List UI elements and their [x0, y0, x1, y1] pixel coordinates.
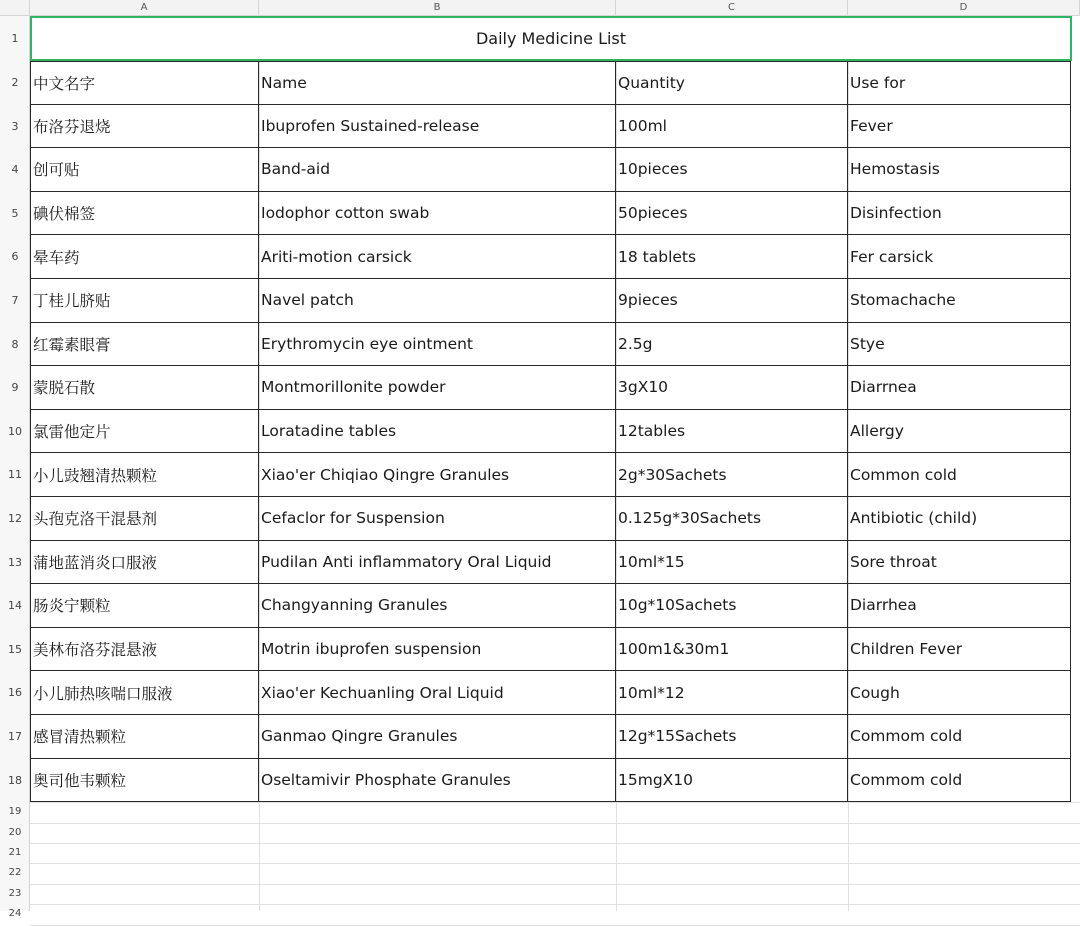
row-header-7[interactable]: 7	[11, 294, 19, 307]
row-header-bar	[0, 16, 30, 920]
cell-a9[interactable]: 蒙脱石散	[30, 366, 259, 409]
cell-a17[interactable]: 感冒清热颗粒	[30, 715, 259, 758]
cell-a18[interactable]: 奥司他韦颗粒	[30, 759, 259, 802]
cell-a4[interactable]: 创可贴	[30, 148, 259, 191]
cell-b12[interactable]: Cefaclor for Suspension	[259, 497, 616, 540]
row-header-16[interactable]: 16	[8, 686, 22, 700]
cell-c17[interactable]: 12g*15Sachets	[616, 715, 848, 758]
cell-b10[interactable]: Loratadine tables	[259, 410, 616, 453]
column-header-d[interactable]: D	[848, 0, 1080, 16]
row-header-24[interactable]: 24	[8, 908, 22, 920]
cell-a12[interactable]: 头孢克洛干混悬剂	[30, 497, 259, 540]
cell-c2[interactable]: Quantity	[616, 62, 848, 104]
grid-line	[30, 884, 1080, 885]
cell-c13[interactable]: 10ml*15	[616, 541, 848, 584]
row-header-17[interactable]: 17	[8, 730, 22, 743]
cell-c14[interactable]: 10g*10Sachets	[616, 584, 848, 627]
cell-a11[interactable]: 小儿豉翘清热颗粒	[30, 453, 259, 496]
cell-c15[interactable]: 100m1&30m1	[616, 628, 848, 671]
cell-c16[interactable]: 10ml*12	[616, 671, 848, 714]
cell-a10[interactable]: 氯雷他定片	[30, 410, 259, 453]
cell-c12[interactable]: 0.125g*30Sachets	[616, 497, 848, 540]
cell-d13[interactable]: Sore throat	[848, 541, 1071, 584]
row-header-11[interactable]: 11	[8, 468, 22, 482]
cell-a16[interactable]: 小儿肺热咳喘口服液	[30, 671, 259, 714]
cell-b3[interactable]: Ibuprofen Sustained-release	[259, 105, 616, 148]
sheet-title: Daily Medicine List	[475, 29, 627, 48]
cell-d12[interactable]: Antibiotic (child)	[848, 497, 1071, 540]
cell-a5[interactable]: 碘伏棉签	[30, 192, 259, 235]
table-row	[30, 323, 1071, 367]
cell-a2[interactable]: 中文名字	[30, 62, 259, 104]
cell-b6[interactable]: Ariti-motion carsick	[259, 235, 616, 278]
cell-c10[interactable]: 12tables	[616, 410, 848, 453]
cell-b7[interactable]: Navel patch	[259, 279, 616, 322]
row-header-3[interactable]: 3	[11, 119, 19, 133]
cell-a3[interactable]: 布洛芬退烧	[30, 105, 259, 148]
row-header-22[interactable]: 22	[8, 867, 22, 879]
cell-b15[interactable]: Motrin ibuprofen suspension	[259, 628, 616, 671]
cell-d14[interactable]: Diarrhea	[848, 584, 1071, 627]
table-row	[30, 584, 1071, 628]
cell-b5[interactable]: Iodophor cotton swab	[259, 192, 616, 235]
row-header-14[interactable]: 14	[8, 599, 22, 613]
cell-b11[interactable]: Xiao'er Chiqiao Qingre Granules	[259, 453, 616, 496]
cell-b13[interactable]: Pudilan Anti inflammatory Oral Liquid	[259, 541, 616, 584]
title-cell[interactable]	[30, 16, 1072, 61]
cell-c4[interactable]: 10pieces	[616, 148, 848, 191]
cell-a8[interactable]: 红霉素眼膏	[30, 323, 259, 366]
cell-d7[interactable]: Stomachache	[848, 279, 1071, 322]
cell-b9[interactable]: Montmorillonite powder	[259, 366, 616, 409]
row-header-13[interactable]: 13	[8, 555, 22, 569]
row-header-6[interactable]: 6	[11, 250, 19, 264]
cell-d10[interactable]: Allergy	[848, 410, 1071, 453]
row-header-19[interactable]: 19	[8, 806, 22, 818]
cell-c9[interactable]: 3gX10	[616, 366, 848, 409]
cell-a13[interactable]: 蒲地蓝消炎口服液	[30, 541, 259, 584]
select-all-corner[interactable]	[0, 0, 30, 16]
row-header-5[interactable]: 5	[11, 206, 19, 220]
cell-d5[interactable]: Disinfection	[848, 192, 1071, 235]
cell-b17[interactable]: Ganmao Qingre Granules	[259, 715, 616, 758]
row-header-20[interactable]: 20	[8, 826, 22, 838]
row-header-15[interactable]: 15	[8, 642, 22, 656]
cell-b14[interactable]: Changyanning Granules	[259, 584, 616, 627]
column-header-a[interactable]: A	[30, 0, 259, 16]
table-row	[30, 148, 1071, 192]
cell-c5[interactable]: 50pieces	[616, 192, 848, 235]
grid-line	[30, 904, 1080, 905]
row-header-10[interactable]: 10	[8, 424, 22, 438]
table-row	[30, 105, 1071, 149]
table-row	[30, 453, 1071, 497]
table-row	[30, 192, 1071, 236]
cell-a14[interactable]: 肠炎宁颗粒	[30, 584, 259, 627]
cell-b18[interactable]: Oseltamivir Phosphate Granules	[259, 759, 616, 802]
grid-line	[30, 802, 1080, 803]
row-header-1[interactable]: 1	[11, 32, 19, 45]
cell-a7[interactable]: 丁桂儿脐贴	[30, 279, 259, 322]
cell-c7[interactable]: 9pieces	[616, 279, 848, 322]
table-row	[30, 715, 1071, 759]
grid-line	[30, 843, 1080, 844]
table-row	[30, 759, 1071, 803]
cell-b16[interactable]: Xiao'er Kechuanling Oral Liquid	[259, 671, 616, 714]
cell-b8[interactable]: Erythromycin eye ointment	[259, 323, 616, 366]
column-header-bar	[0, 0, 1080, 16]
grid-line	[30, 863, 1080, 864]
cell-b4[interactable]: Band-aid	[259, 148, 616, 191]
cell-c3[interactable]: 100ml	[616, 105, 848, 148]
cell-b2[interactable]: Name	[259, 62, 616, 104]
cell-d18[interactable]: Commom cold	[848, 759, 1071, 802]
cell-d16[interactable]: Cough	[848, 671, 1071, 714]
cell-c18[interactable]: 15mgX10	[616, 759, 848, 802]
cell-d8[interactable]: Stye	[848, 323, 1071, 366]
cell-d6[interactable]: Fer carsick	[848, 235, 1071, 278]
row-header-8[interactable]: 8	[11, 337, 19, 351]
column-header-b[interactable]: B	[259, 0, 616, 16]
cell-a15[interactable]: 美林布洛芬混悬液	[30, 628, 259, 671]
cell-a6[interactable]: 晕车药	[30, 235, 259, 278]
row-header-12[interactable]: 12	[8, 512, 22, 525]
cell-d9[interactable]: Diarrnea	[848, 366, 1071, 409]
cell-c6[interactable]: 18 tablets	[616, 235, 848, 278]
cell-d3[interactable]: Fever	[848, 105, 1071, 148]
cell-c8[interactable]: 2.5g	[616, 323, 848, 366]
cell-d17[interactable]: Commom cold	[848, 715, 1071, 758]
table-row	[30, 366, 1071, 410]
table-row	[30, 497, 1071, 541]
table-row	[30, 671, 1071, 715]
cell-d11[interactable]: Common cold	[848, 453, 1071, 496]
table-row	[30, 235, 1071, 279]
row-header-21[interactable]: 21	[8, 847, 22, 858]
cell-d15[interactable]: Children Fever	[848, 628, 1071, 671]
cell-c11[interactable]: 2g*30Sachets	[616, 453, 848, 496]
row-header-23[interactable]: 23	[8, 887, 22, 899]
table-row	[30, 410, 1071, 454]
table-row	[30, 628, 1071, 672]
row-header-18[interactable]: 18	[8, 773, 22, 787]
row-header-9[interactable]: 9	[11, 381, 19, 395]
table-row	[30, 541, 1071, 585]
cell-d4[interactable]: Hemostasis	[848, 148, 1071, 191]
table-header-row	[30, 61, 1071, 105]
row-header-2[interactable]: 2	[11, 76, 19, 89]
table-row	[30, 279, 1071, 323]
grid-line	[30, 823, 1080, 824]
cell-d2[interactable]: Use for	[848, 62, 1071, 104]
row-header-4[interactable]: 4	[11, 163, 19, 177]
column-header-c[interactable]: C	[616, 0, 848, 16]
grid-line	[30, 925, 1080, 926]
